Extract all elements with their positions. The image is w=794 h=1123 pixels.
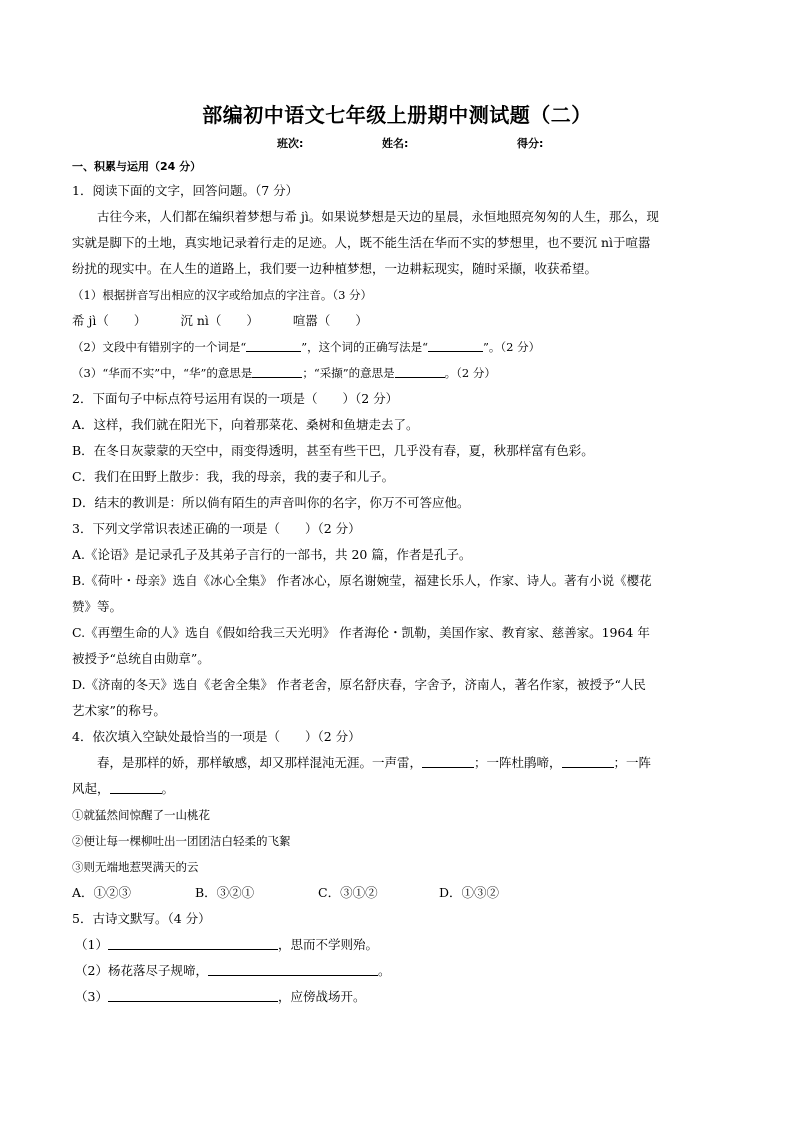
option-b: B.《荷叶・母亲》选自《冰心全集》 作者冰心，原名谢婉莹，福建长乐人，作家、诗人。著有小说《樱花 — [72, 573, 652, 588]
text: （1） — [75, 937, 108, 952]
option-c: C．我们在田野上散步：我，我的母亲，我的妻子和儿子。 — [72, 469, 395, 484]
text: ，应傍战场开。 — [277, 989, 366, 1004]
student-info-row — [132, 132, 722, 156]
pinyin-item: 希 jì（ ） — [72, 313, 147, 328]
passage-line — [72, 750, 722, 776]
exam-page — [72, 98, 722, 1010]
text: 风起， — [72, 781, 110, 796]
question-5-stem: 5．古诗文默写。（4 分） — [72, 911, 211, 926]
question-4-stem: 4．依次填入空缺处最恰当的一项是（ ）（2 分） — [72, 729, 361, 744]
text: 。 — [161, 781, 175, 796]
name-label: 姓名: — [382, 137, 409, 150]
text: ；“采撷”的意思是 — [302, 366, 395, 380]
option-b: B．在冬日灰蒙蒙的天空中，雨变得透明，甚至有些干巴，几乎没有春，夏，秋那样富有色彩。 — [72, 443, 594, 458]
answer-blank[interactable] — [110, 779, 162, 794]
answer-blank[interactable] — [108, 987, 278, 1002]
text: （2）文段中有错别字的一个词是“ — [72, 340, 247, 354]
class-label: 班次: — [277, 137, 304, 150]
answer-blank[interactable] — [246, 337, 301, 352]
pinyin-item: 沉 nì（ ） — [180, 313, 259, 328]
text: 。（2 分） — [444, 366, 496, 380]
sentence-option: ③则无端地惹哭满天的云 — [72, 860, 199, 874]
choice-d: D．①③② — [439, 885, 500, 900]
answer-blank[interactable] — [108, 935, 278, 950]
sentence-option: ②便让每一棵柳吐出一团团洁白轻柔的飞絮 — [72, 834, 291, 848]
text: （2）杨花落尽子规啼， — [75, 963, 208, 978]
answer-blank[interactable] — [428, 337, 483, 352]
option-d: D．结末的教训是：所以倘有陌生的声音叫你的名字，你万不可答应他。 — [72, 495, 470, 510]
section-heading: 一、积累与运用（24 分） — [72, 160, 202, 173]
sentence-option: ①就猛然间惊醒了一山桃花 — [72, 808, 210, 822]
option-a: A．这样，我们就在阳光下，向着那菜花、桑树和鱼塘走去了。 — [72, 417, 419, 432]
recitation-line — [72, 958, 722, 984]
text: ”，这个词的正确写法是“ — [301, 340, 428, 354]
text: ；一阵 — [613, 755, 652, 770]
subquestion-1: （1）根据拼音写出相应的汉字或给加点的字注音。（3 分） — [72, 288, 373, 302]
answer-blank[interactable] — [422, 753, 474, 768]
answer-blank[interactable] — [395, 363, 445, 378]
recitation-line — [72, 932, 722, 958]
option-d-cont: 艺术家”的称号。 — [72, 703, 166, 718]
text: （3） — [75, 989, 108, 1004]
choice-b: B．③②① — [195, 885, 255, 900]
text: 。 — [377, 963, 391, 978]
passage-line — [72, 776, 722, 802]
choice-a: A．①②③ — [72, 885, 132, 900]
option-c-cont: 被授予“总统自由勋章”。 — [72, 651, 210, 666]
text: ；一阵杜鹃啼， — [474, 755, 562, 770]
choice-row — [72, 880, 722, 906]
score-label: 得分: — [517, 137, 544, 150]
passage-line: 古往今来，人们都在编织着梦想与希 jì。如果说梦想是天边的星晨，永恒地照亮匆匆的人生，那么，现 — [97, 209, 659, 224]
pinyin-item: 喧嚣（ ） — [292, 313, 368, 328]
option-c: C.《再塑生命的人》选自《假如给我三天光明》 作者海伦・凯勒，美国作家、教育家、慈善家。1964 年 — [72, 625, 650, 640]
answer-blank[interactable] — [208, 961, 378, 976]
text: ”。（2 分） — [482, 340, 541, 354]
question-2-stem: 2．下面句子中标点符号运用有误的一项是（ ）（2 分） — [72, 391, 399, 406]
passage-line: 实就是脚下的土地，真实地记录着行走的足迹。人，既不能生活在华而不实的梦想里，也不要沉 nì于喧嚣 — [72, 235, 651, 250]
pinyin-items — [72, 308, 722, 334]
text: ，思而不学则殆。 — [277, 937, 378, 952]
text: （3）“华而不实”中，“华”的意思是 — [72, 366, 253, 380]
text: 春，是那样的娇，那样敏感，却又那样混沌无涯。一声雷， — [97, 755, 423, 770]
passage-line: 纷扰的现实中。在人生的道路上，我们要一边种植梦想，一边耕耘现实，随时采撷，收获希望。 — [72, 261, 598, 276]
answer-blank[interactable] — [252, 363, 302, 378]
option-a: A.《论语》是记录孔子及其弟子言行的一部书，共 20 篇，作者是孔子。 — [72, 547, 472, 562]
subquestion-3 — [72, 360, 722, 386]
answer-blank[interactable] — [562, 753, 614, 768]
page-title: 部编初中语文七年级上册期中测试题（二） — [202, 103, 592, 127]
recitation-line — [72, 984, 722, 1010]
option-d: D.《济南的冬天》选自《老舍全集》 作者老舍，原名舒庆春，字舍予，济南人，著名作家，被授予“人民 — [72, 677, 646, 692]
option-b-cont: 赞》等。 — [72, 599, 123, 614]
question-3-stem: 3．下列文学常识表述正确的一项是（ ）（2 分） — [72, 521, 361, 536]
choice-c: C．③①② — [318, 885, 378, 900]
question-1-stem: 1．阅读下面的文字，回答问题。（7 分） — [72, 183, 299, 198]
subquestion-2 — [72, 334, 722, 360]
